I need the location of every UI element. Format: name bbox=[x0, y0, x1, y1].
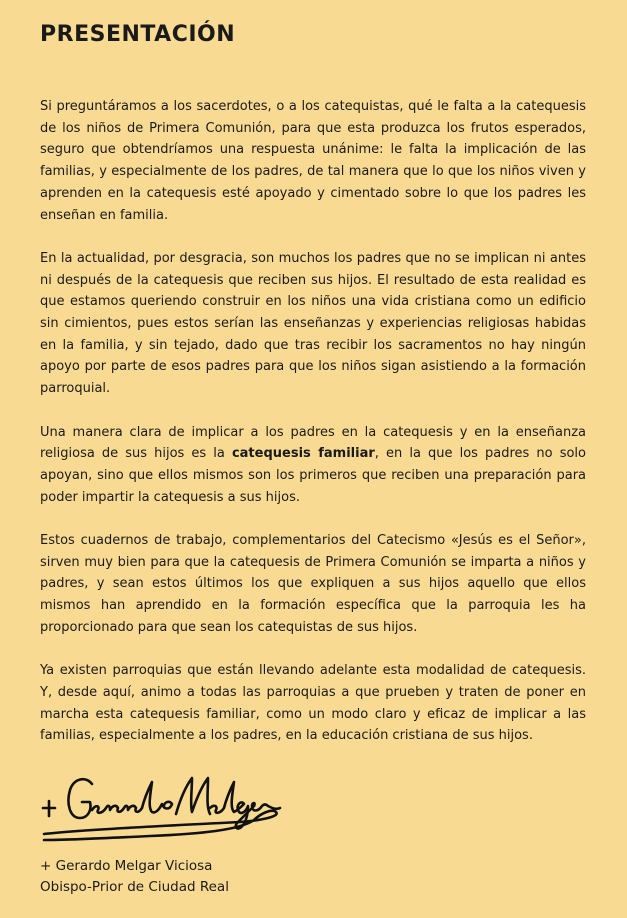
body-text bbox=[40, 96, 586, 769]
paragraph-3-bold: catequesis familiar bbox=[231, 446, 375, 462]
paragraph-3-before: Una manera clara de implicar a los padres en la catequesis y en la enseñanza religiosa de sus hijos es la bbox=[40, 424, 586, 462]
paragraph-4: Estos cuadernos de trabajo, complementarios del Catecismo «Jesús es el Señor», sirven muy bien para que la catequesis de Primera Comunión se imparta a niños y padres, y sean estos últimos los que expliquen a sus hijos aquello que ellos mismos han aprendido en la formación específica que la parroquia les ha proporcionado para que sean los catequistas de sus hijos. bbox=[40, 533, 586, 635]
page-title: PRESENTACIÓN bbox=[40, 22, 236, 47]
signatory-name: + Gerardo Melgar Viciosa bbox=[40, 858, 213, 874]
paragraph-1: Si preguntáramos a los sacerdotes, o a los catequistas, qué le falta a la catequesis de los niños de Primera Comunión, para que esta produzca los frutos esperados, seguro que obtendríamos una respuesta unánime: le falta la implicación de las familias, y especialmente de los padres, de tal manera que lo que los niños viven y aprenden en la catequesis esté apoyado y cimentado sobre lo que los padres les enseñan en familia. bbox=[40, 99, 586, 223]
paragraph-3-after: , en la que los padres no solo apoyan, sino que ellos mismos son los primeros que reciben una preparación para poder impartir la catequesis a sus hijos. bbox=[40, 446, 586, 505]
signatory-role: Obispo-Prior de Ciudad Real bbox=[40, 879, 229, 895]
paragraph-2: En la actualidad, por desgracia, son muchos los padres que no se implican ni antes ni después de la catequesis que reciben sus hijos. El resultado de esta realidad es que estamos queriendo construir en los niños una vida cristiana como un edificio sin cimientos, pues estos serían las enseñanzas y experiencias religiosas habidas en la familia, y sin tejado, dado que tras recibir los sacramentos no hay ningún apoyo por parte de esos padres para que los niños sigan asistiendo a la formación parroquial. bbox=[40, 250, 586, 397]
handwritten-signature bbox=[40, 770, 285, 850]
paragraph-5: Ya existen parroquias que están llevando adelante esta modalidad de catequesis. Y, desde aquí, animo a todas las parroquias a que prueben y traten de poner en marcha esta catequesis familiar, como un modo claro y eficaz de implicar a las familias, especialmente a los padres, en la educación cristiana de sus hijos. bbox=[40, 663, 586, 744]
paragraph-3 bbox=[40, 422, 586, 509]
